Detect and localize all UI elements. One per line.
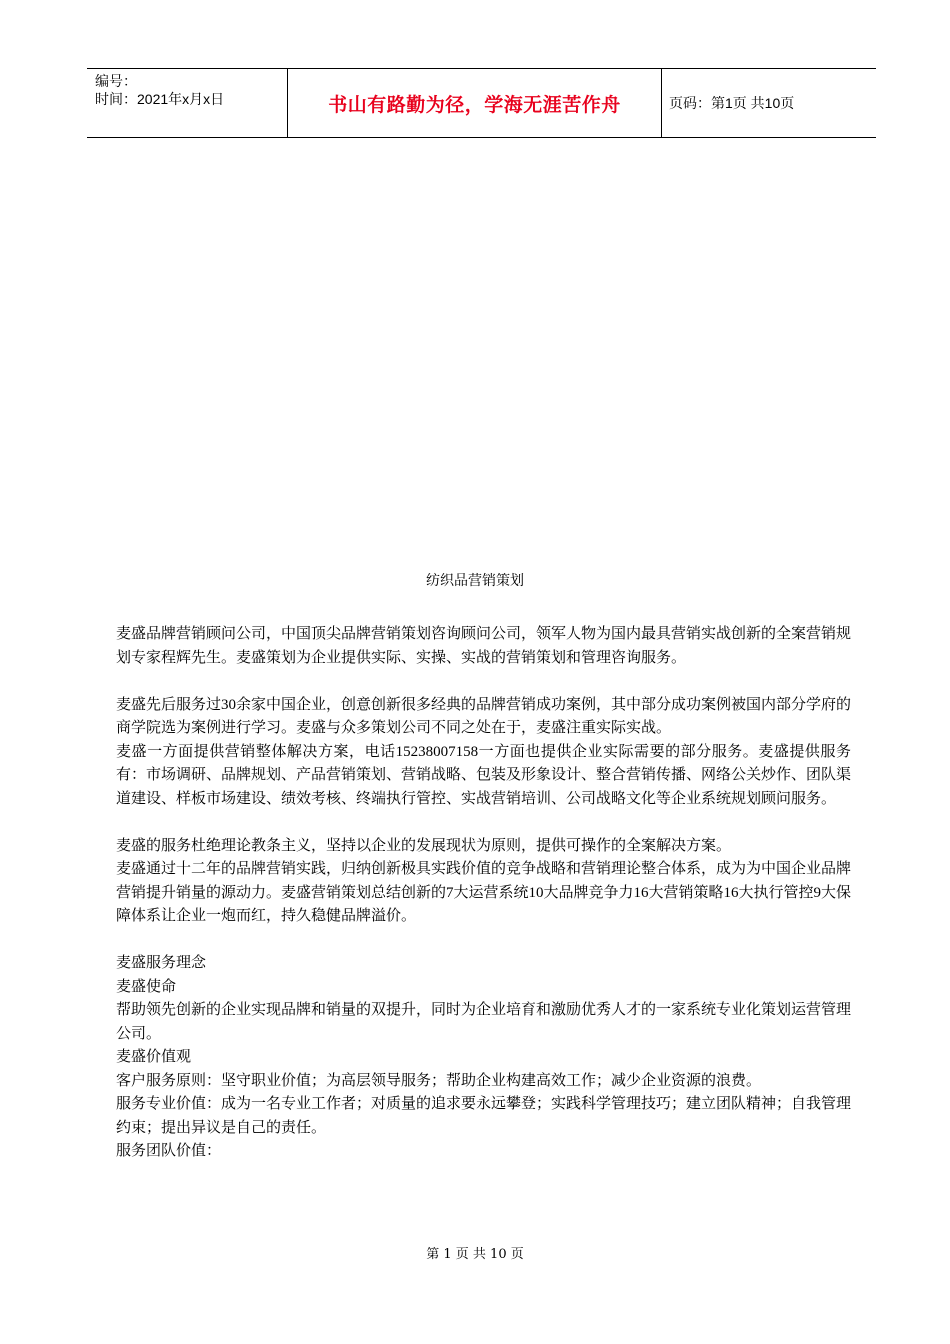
paragraph-intro: 麦盛品牌营销顾问公司，中国顶尖品牌营销策划咨询顾问公司，领军人物为国内最具营销实战创新的全案营销规划专家程辉先生。麦盛策划为企业提供实际、实操、实战的营销策划和管理咨询服务。 — [116, 626, 852, 666]
page-code-text: 页码：第1页 共10页 — [669, 95, 795, 111]
serial-number-label: 编号： — [95, 73, 137, 89]
paragraph-mission: 帮助领先创新的企业实现品牌和销量的双提升，同时为企业培育和激励优秀人才的一家系统专业化策划运营管理公司。 — [116, 1002, 852, 1042]
header-motto-cell — [287, 69, 662, 137]
header-page-code — [669, 69, 794, 137]
paragraph-professional-value: 服务专业价值：成为一名专业工作者；对质量的追求要永远攀登；实践科学管理技巧；建立团队精神；自我管理约束；提出异议是自己的责任。 — [116, 1096, 852, 1136]
header-meta — [95, 72, 285, 108]
paragraph-client-principle: 客户服务原则：坚守职业价值；为高层领导服务；帮助企业构建高效工作；减少企业资源的浪费。 — [116, 1072, 762, 1089]
paragraph-services: 麦盛一方面提供营销整体解决方案，电话15238007158一方面也提供企业实际需要的部分服务。麦盛提供服务有：市场调研、品牌规划、产品营销策划、营销战略、包装及形象设计、整合营销传播、网络公关炒作、团队渠道建设、样板市场建设、绩效考核、终端执行管控、实战营销培训、公司战略文化等企业系统规划顾问服务。 — [116, 743, 852, 807]
time-label: 时间：2021年x月x日 — [95, 91, 225, 107]
document-body — [116, 623, 851, 1164]
document-title: 纺织品营销策划 — [426, 573, 524, 589]
paragraph-practice: 麦盛通过十二年的品牌营销实践，归纳创新极具实践价值的竞争战略和营销理论整合体系，成为为中国企业品牌营销提升销量的源动力。麦盛营销策划总结创新的7大运营系统10大品牌竞争力16大营销策略16大执行管控9大保障体系让企业一炮而红，持久稳健品牌溢价。 — [116, 861, 852, 924]
paragraph-history: 麦盛先后服务过30余家中国企业，创意创新很多经典的品牌营销成功案例，其中部分成功案例被国内部分学府的商学院选为案例进行学习。麦盛与众多策划公司不同之处在于，麦盛注重实际实战。 — [116, 696, 852, 736]
page-header — [87, 68, 876, 138]
paragraph-team-value: 服务团队价值： — [116, 1143, 222, 1159]
paragraph-principle: 麦盛的服务杜绝理论教条主义，坚持以企业的发展现状为原则，提供可操作的全案解决方案。 — [116, 837, 732, 854]
heading-mission: 麦盛使命 — [116, 978, 177, 995]
heading-values: 麦盛价值观 — [116, 1049, 192, 1065]
heading-service-concept: 麦盛服务理念 — [116, 955, 207, 971]
page-footer: 第 1 页 共 10 页 — [426, 1247, 524, 1262]
motto-text: 书山有路勤为径，学海无涯苦作舟 — [328, 93, 621, 116]
